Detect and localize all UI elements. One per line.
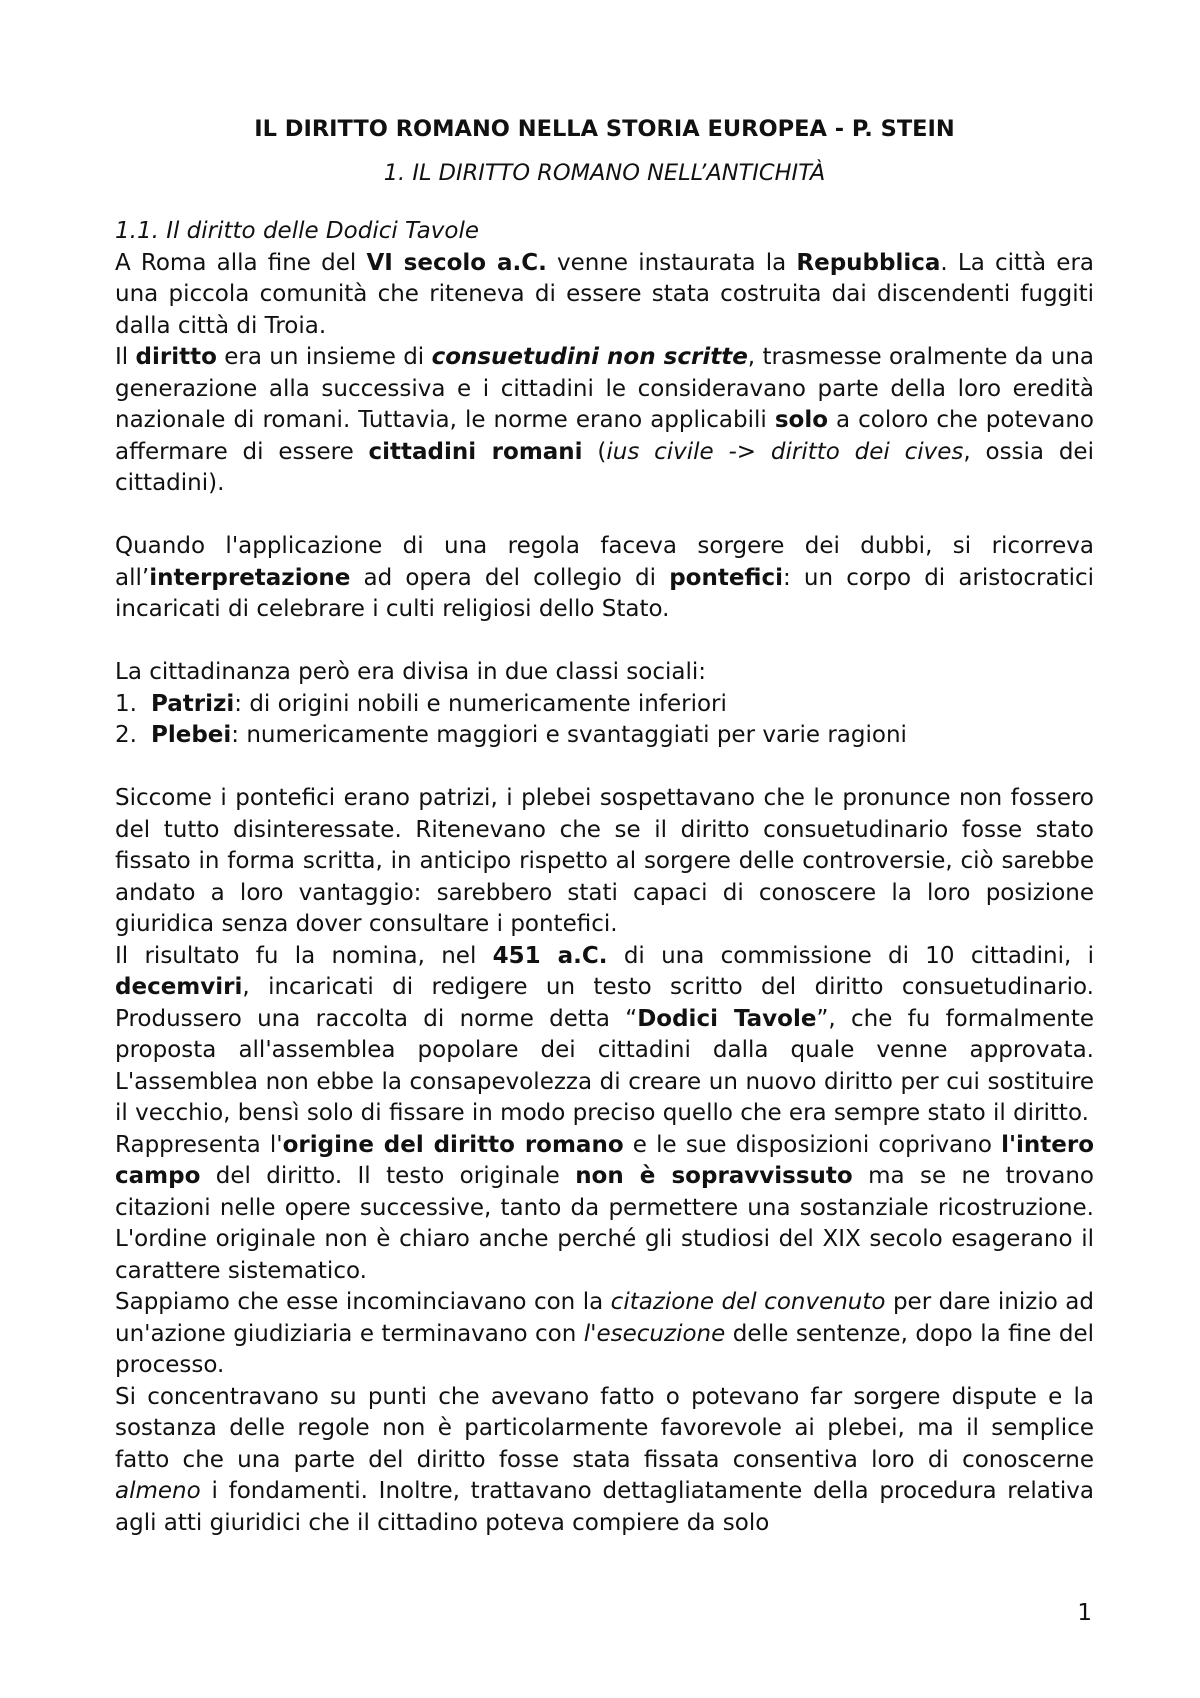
social-classes-list bbox=[115, 689, 1094, 752]
document-title: IL DIRITTO ROMANO NELLA STORIA EUROPEA - P. STEIN bbox=[254, 116, 955, 142]
section-heading: 1.1. Il diritto delle Dodici Tavole bbox=[115, 218, 480, 244]
paragraph-cittadinanza: La cittadinanza però era divisa in due classi sociali: bbox=[115, 659, 707, 685]
paragraph-pontefici-patrizi: Siccome i pontefici erano patrizi, i plebei sospettavano che le pronunce non fossero del tutto disinteressate. Ritenevano che se il diritto consuetudinario fosse stato fissato in forma scritta, in anticipo rispetto al sorgere delle controversie, ciò sarebbe andato a loro vantaggio: sarebbero stati capaci di conoscere la loro posizione giuridica senza dover consultare i pontefici. bbox=[115, 785, 1094, 937]
list-item: 2. Plebei: numericamente maggiori e svantaggiati per varie ragioni bbox=[115, 722, 907, 748]
paragraph-repubblica: A Roma alla fine del VI secolo a.C. venne instaurata la Repubblica. La città era una piccola comunità che riteneva di essere stata costruita dai discendenti fuggiti dalla città di Troia. bbox=[115, 249, 1094, 339]
paragraph-diritto-consuetudini: Il diritto era un insieme di consuetudini non scritte, trasmesse oralmente da una generazione alla successiva e i cittadini le consideravano parte della loro eredità nazionale di romani. Tuttavia, le norme erano applicabili solo a coloro che potevano affermare di essere cittadini romani (ius civile -> diritto dei cives, ossia dei cittadini). bbox=[115, 344, 1094, 496]
document-page bbox=[115, 100, 1094, 1539]
paragraph-dispute: Si concentravano su punti che avevano fatto o potevano far sorgere dispute e la sostanza delle regole non è particolarmente favorevole ai plebei, ma il semplice fatto che una parte del diritto fosse stata fissata consentiva loro di conoscerne almeno i fondamenti. Inoltre, trattavano dettagliatamente della procedura relativa agli atti giuridici che il cittadino poteva compiere da solo bbox=[115, 1383, 1094, 1536]
paragraph-interpretazione: Quando l'applicazione di una regola faceva sorgere dei dubbi, si ricorreva all’interpretazione ad opera del collegio di pontefici: un corpo di aristocratici incaricati di celebrare i culti religiosi dello Stato. bbox=[115, 533, 1094, 622]
paragraph-origine: Rappresenta l'origine del diritto romano e le sue disposizioni coprivano l'intero campo del diritto. Il testo originale non è sopravvissuto ma se ne trovano citazioni nelle opere successive, tanto da permettere una sostanziale ricostruzione. L'ordine originale non è chiaro anche perché gli studiosi del XIX secolo esagerano il carattere sistematico. bbox=[115, 1131, 1094, 1284]
chapter-heading: 1. IL DIRITTO ROMANO NELL’ANTICHITÀ bbox=[383, 160, 826, 186]
page-number: 1 bbox=[1077, 1600, 1092, 1626]
paragraph-citazione: Sappiamo che esse incominciavano con la citazione del convenuto per dare inizio ad un'azione giudiziaria e terminavano con l'esecuzione delle sentenze, dopo la fine del processo. bbox=[115, 1289, 1094, 1378]
list-item: 1. Patrizi: di origini nobili e numericamente inferiori bbox=[115, 690, 727, 717]
paragraph-decemviri: Il risultato fu la nomina, nel 451 a.C. di una commissione di 10 cittadini, i decemviri, incaricati di redigere un testo scritto del diritto consuetudinario. Produssero una raccolta di norme detta “Dodici Tavole”, che fu formalmente proposta all'assemblea popolare dei cittadini dalla quale venne approvata. L'assemblea non ebbe la consapevolezza di creare un nuovo diritto per cui sostituire il vecchio, bensì solo di fissare in modo preciso quello che era sempre stato il diritto. bbox=[115, 942, 1094, 1126]
